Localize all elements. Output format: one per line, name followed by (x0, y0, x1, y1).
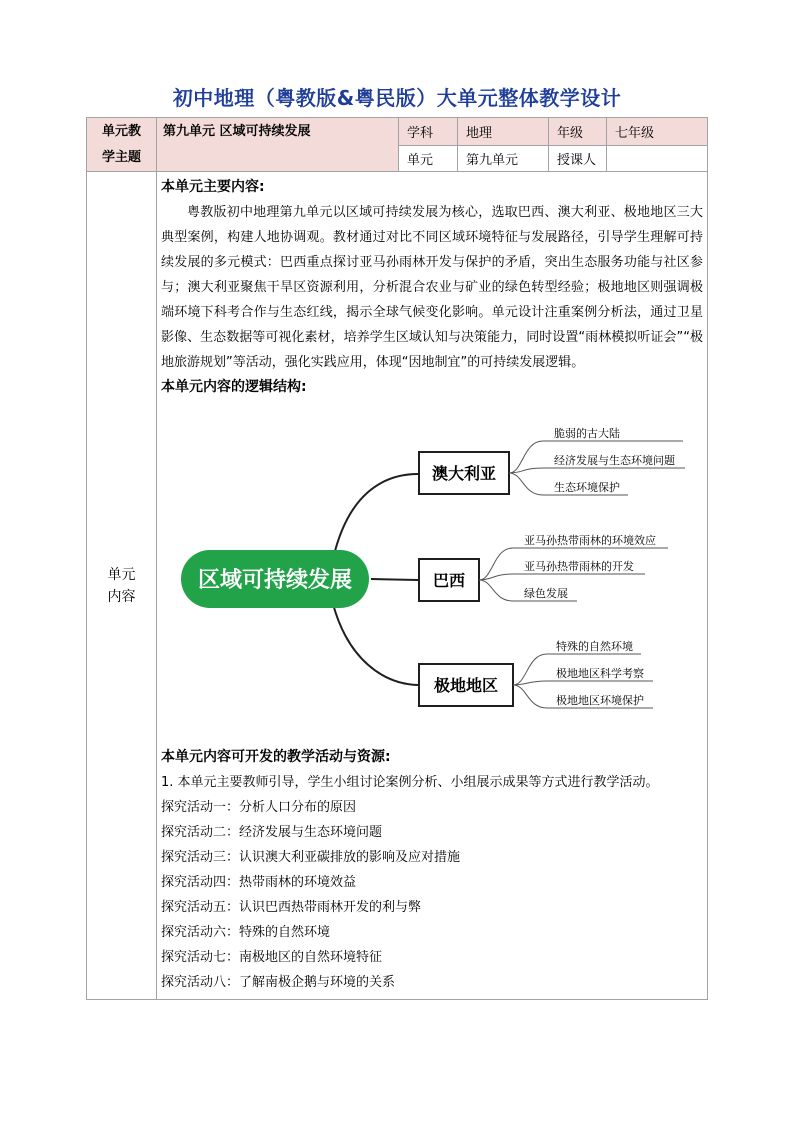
unit-label: 单元 (399, 146, 458, 172)
activities-intro: 1. 本单元主要教师引导，学生小组讨论案例分析、小组展示成果等方式进行教学活动。 (161, 775, 659, 790)
activity-item: 探究活动八：了解南极企鹅与环境的关系 (161, 975, 396, 990)
leaf-label: 生态环境保护 (554, 481, 620, 494)
activity-item: 探究活动四：热带雨林的环境效益 (161, 875, 357, 890)
leaf-label: 亚马孙热带雨林的环境效应 (524, 534, 656, 547)
subject-value: 地理 (458, 118, 549, 146)
leaf-label: 绿色发展 (524, 587, 568, 600)
structure-heading: 本单元内容的逻辑结构: (161, 379, 307, 395)
connector-line (371, 579, 418, 580)
center-node-label: 区域可持续发展 (197, 568, 353, 593)
branch-label-australia: 澳大利亚 (431, 464, 497, 483)
main-text: 粤教版初中地理第九单元以区域可持续发展为核心，选取巴西、澳大利亚、极地地区三大典型案例，构建人地协调观。教材通过对比不同区域环境特征与发展路径，引导学生理解可持续发展的多元模式：巴西重点探讨亚马孙雨林开发与保护的矛盾，突出生态服务功能与社区参与；澳大利亚聚焦干旱区资源利用，分析混合农业与矿业的绿色转型经验；极地地区则强调极端环境下科考合作与生态红线，揭示全球气候变化影响。单元设计注重案例分析法，通过卫星影像、生态数据等可视化素材，培养学生区域认知与决策能力，同时设置“雨林模拟听证会”“极地旅游规划”等活动，强化实践应用，体现“因地制宜”的可持续发展逻辑。 (161, 205, 703, 370)
grade-label: 年级 (549, 118, 607, 146)
document-title: 初中地理（粤教版&粤民版）大单元整体教学设计 (172, 86, 622, 110)
activity-item: 探究活动六：特殊的自然环境 (161, 925, 331, 940)
side-label-cell (87, 172, 157, 1000)
unit-title: 第九单元 区域可持续发展 (157, 118, 399, 172)
lesson-plan-table (86, 117, 708, 1000)
activity-item: 探究活动一：分析人口分布的原因 (161, 800, 357, 815)
leaf-label: 经济发展与生态环境问题 (554, 454, 675, 467)
activity-item: 探究活动三：认识澳大利亚碳排放的影响及应对措施 (161, 850, 461, 865)
main-heading: 本单元主要内容: (161, 179, 265, 195)
leaf-label: 极地地区科学考察 (556, 667, 644, 680)
branch-label-brazil: 巴西 (432, 571, 466, 590)
activity-item: 探究活动二：经济发展与生态环境问题 (161, 825, 383, 840)
unit-value: 第九单元 (458, 146, 549, 172)
theme-label-cell (87, 118, 157, 172)
leaf-label: 亚马孙热带雨林的开发 (524, 560, 634, 573)
subject-label: 学科 (399, 118, 458, 146)
leaf-label: 极地地区环境保护 (556, 694, 644, 707)
branch-label-polar: 极地地区 (433, 676, 499, 695)
activities-heading: 本单元内容可开发的教学活动与资源: (161, 749, 391, 765)
activity-item: 探究活动五：认识巴西热带雨林开发的利与弊 (161, 900, 422, 915)
content-cell (157, 172, 708, 1000)
teacher-label: 授课人 (549, 146, 607, 172)
mindmap (163, 404, 704, 730)
grade-value: 七年级 (607, 118, 708, 146)
leaf-label: 脆弱的古大陆 (554, 427, 620, 440)
activity-item: 探究活动七：南极地区的自然环境特征 (161, 950, 383, 965)
theme-label: 单元教学主题 (101, 123, 141, 165)
side-label: 单元内容 (107, 566, 136, 605)
leaf-label: 特殊的自然环境 (556, 640, 633, 653)
teacher-value[interactable] (607, 146, 708, 172)
